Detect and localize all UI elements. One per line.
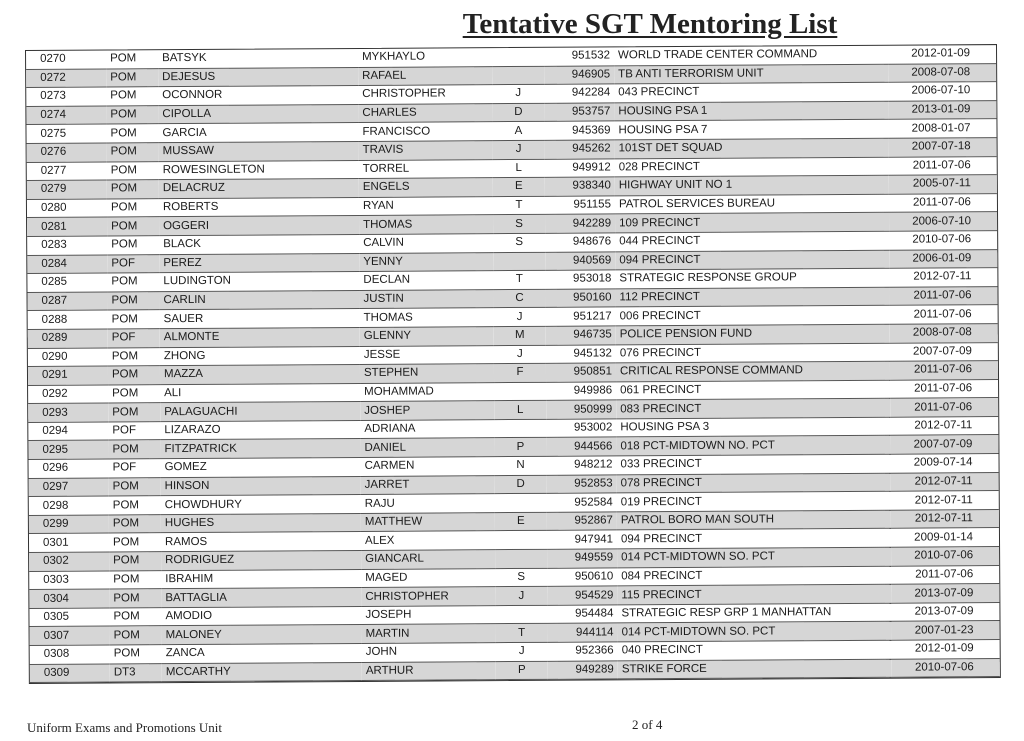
rank-cell: POM [106,124,158,143]
list-number-cell: 0299 [29,515,109,534]
date-cell: 2012-07-11 [891,472,999,491]
last-name-cell: DELACRUZ [159,179,359,199]
date-cell: 2008-01-07 [888,119,996,138]
list-number-cell: 0273 [26,87,106,106]
command-cell: POLICE PENSION FUND [616,324,890,344]
mentoring-list-sheet [25,44,1001,684]
last-name-cell: MALONEY [162,625,362,645]
date-cell: 2010-07-06 [891,547,999,566]
first-name-cell: MAGED [361,568,495,587]
first-name-cell: THOMAS [359,215,493,234]
date-cell: 2013-01-09 [888,100,996,119]
middle-initial-cell: T [493,196,545,215]
middle-initial-cell [492,48,544,66]
first-name-cell: CHRISTOPHER [358,85,492,104]
middle-initial-cell: D [492,103,544,122]
last-name-cell: ZANCA [162,643,362,663]
list-number-cell: 0292 [28,385,108,404]
tax-id-cell: 953018 [545,270,615,289]
middle-initial-cell: J [496,642,548,661]
first-name-cell: JUSTIN [359,289,493,308]
last-name-cell: RODRIGUEZ [161,550,361,570]
command-cell: HOUSING PSA 7 [614,120,888,140]
first-name-cell: JOSEPH [361,605,495,624]
command-cell: 078 PRECINCT [617,473,891,493]
last-name-cell: ZHONG [160,346,360,366]
tax-id-cell: 952853 [547,475,617,494]
rank-cell: DT3 [110,663,162,682]
middle-initial-cell [494,382,546,401]
command-cell: 061 PRECINCT [616,380,890,400]
tax-id-cell: 947941 [547,530,617,549]
rank-cell: POM [107,291,159,310]
command-cell: HOUSING PSA 3 [616,417,890,437]
list-number-cell: 0293 [28,403,108,422]
rank-cell: POM [107,273,159,292]
last-name-cell: OGGERI [159,216,359,236]
rank-cell: POF [108,422,160,441]
last-name-cell: LUDINGTON [159,272,359,292]
last-name-cell: MUSSAW [159,141,359,161]
last-name-cell: CARLIN [159,290,359,310]
first-name-cell: THOMAS [360,308,494,327]
command-cell: STRIKE FORCE [618,659,892,679]
date-cell: 2006-07-10 [888,82,996,101]
last-name-cell: RAMOS [161,532,361,552]
last-name-cell: HUGHES [161,513,361,533]
middle-initial-cell: T [496,624,548,643]
tax-id-cell: 949986 [546,382,616,401]
command-cell: 076 PRECINCT [616,343,890,363]
command-cell: 019 PRECINCT [617,491,891,511]
command-cell: STRATEGIC RESP GRP 1 MANHATTAN [617,603,891,623]
tax-id-cell: 948676 [545,233,615,252]
first-name-cell: JESSE [360,345,494,364]
command-cell: PATROL SERVICES BUREAU [615,194,889,214]
date-cell: 2006-01-09 [889,249,997,268]
rank-cell: POM [110,645,162,664]
list-number-cell: 0276 [27,143,107,162]
first-name-cell: RYAN [359,196,493,215]
command-cell: 115 PRECINCT [617,584,891,604]
last-name-cell: SAUER [160,309,360,329]
tax-id-cell: 954529 [547,586,617,605]
list-number-cell: 0296 [29,459,109,478]
first-name-cell: MATTHEW [361,512,495,531]
command-cell: 028 PRECINCT [615,157,889,177]
rank-cell: POM [109,533,161,552]
rank-cell: POM [107,143,159,162]
middle-initial-cell: E [493,177,545,196]
list-number-cell: 0301 [29,533,109,552]
tax-id-cell: 951217 [546,307,616,326]
command-cell: WORLD TRADE CENTER COMMAND [614,46,888,66]
first-name-cell: CARMEN [360,457,494,476]
list-number-cell: 0274 [26,106,106,125]
tax-id-cell: 938340 [545,177,615,196]
list-number-cell: 0295 [28,440,108,459]
rank-cell: POF [109,459,161,478]
command-cell: 101ST DET SQUAD [615,138,889,158]
date-cell: 2011-07-06 [889,156,997,175]
date-cell: 2007-07-09 [890,342,998,361]
date-cell: 2009-01-14 [891,528,999,547]
first-name-cell: GIANCARL [361,550,495,569]
middle-initial-cell: J [495,587,547,606]
command-cell: 083 PRECINCT [616,399,890,419]
date-cell: 2011-07-06 [889,193,997,212]
list-number-cell: 0304 [29,589,109,608]
rank-cell: POM [107,161,159,180]
tax-id-cell: 953757 [544,103,614,122]
last-name-cell: MCCARTHY [162,662,362,682]
command-cell: 043 PRECINCT [614,82,888,102]
tax-id-cell: 951155 [545,196,615,215]
middle-initial-cell: P [496,661,548,680]
last-name-cell: CIPOLLA [158,104,358,124]
last-name-cell: ALI [160,383,360,403]
middle-initial-cell: F [494,363,546,382]
middle-initial-cell: S [493,215,545,234]
date-cell: 2010-07-06 [892,658,1000,677]
middle-initial-cell: C [493,289,545,308]
tax-id-cell: 950999 [546,400,616,419]
first-name-cell: ARTHUR [362,661,496,680]
tax-id-cell: 944566 [546,437,616,456]
tax-id-cell: 946735 [546,326,616,345]
list-number-cell: 0309 [30,664,110,683]
command-cell: STRATEGIC RESPONSE GROUP [615,268,889,288]
first-name-cell: RAFAEL [358,66,492,85]
middle-initial-cell: P [494,438,546,457]
rank-cell: POM [107,198,159,217]
tax-id-cell: 945132 [546,344,616,363]
date-cell: 2013-07-09 [891,602,999,621]
tax-id-cell: 952366 [548,642,618,661]
list-number-cell: 0307 [30,626,110,645]
rank-cell: POM [108,310,160,329]
date-cell: 2011-07-06 [890,361,998,380]
rank-cell: POM [109,496,161,515]
footer-unit-name: Uniform Exams and Promotions Unit [27,720,222,735]
command-cell: 112 PRECINCT [615,287,889,307]
first-name-cell: CHRISTOPHER [361,587,495,606]
rank-cell: POM [106,87,158,106]
first-name-cell: CHARLES [358,103,492,122]
date-cell: 2011-07-06 [890,305,998,324]
tax-id-cell: 949559 [547,549,617,568]
rank-cell: POF [108,329,160,348]
tax-id-cell: 951532 [544,47,614,66]
list-number-cell: 0281 [27,217,107,236]
rank-cell: POM [108,384,160,403]
middle-initial-cell [492,66,544,85]
date-cell: 2005-07-11 [889,175,997,194]
list-number-cell: 0285 [27,273,107,292]
middle-initial-cell: D [495,475,547,494]
command-cell: 109 PRECINCT [615,213,889,233]
first-name-cell: TORREL [359,159,493,178]
rank-cell: POM [110,626,162,645]
command-cell: 018 PCT-MIDTOWN NO. PCT [616,436,890,456]
rank-cell: POM [108,403,160,422]
list-number-cell: 0270 [26,51,106,70]
date-cell: 2007-07-18 [889,138,997,157]
page-indicator: 2 of 4 [632,717,663,732]
command-cell: 006 PRECINCT [616,306,890,326]
last-name-cell: ROBERTS [159,197,359,217]
command-cell: 084 PRECINCT [617,566,891,586]
last-name-cell: IBRAHIM [161,569,361,589]
list-number-cell: 0303 [29,571,109,590]
list-number-cell: 0305 [29,608,109,627]
first-name-cell: MYKHAYLO [358,48,492,67]
middle-initial-cell [495,605,547,624]
list-number-cell: 0302 [29,552,109,571]
list-number-cell: 0288 [28,310,108,329]
tax-id-cell: 946905 [544,65,614,84]
date-cell: 2006-07-10 [889,212,997,231]
list-number-cell: 0289 [28,329,108,348]
date-cell: 2013-07-09 [891,584,999,603]
first-name-cell: MOHAMMAD [360,382,494,401]
tax-id-cell: 949289 [548,660,618,679]
last-name-cell: ALMONTE [160,327,360,347]
date-cell: 2012-07-11 [889,268,997,287]
middle-initial-cell: N [494,456,546,475]
last-name-cell: OCONNOR [158,86,358,106]
rank-cell: POM [108,347,160,366]
middle-initial-cell: E [495,512,547,531]
rank-cell: POM [109,589,161,608]
date-cell: 2012-01-09 [892,640,1000,659]
page-title: Tentative SGT Mentoring List [462,8,838,40]
mentoring-list-table [26,45,1000,683]
rank-cell: POM [106,50,158,68]
middle-initial-cell: T [493,270,545,289]
tax-id-cell: 945262 [545,140,615,159]
tax-id-cell: 948212 [546,456,616,475]
list-number-cell: 0284 [27,255,107,274]
rank-cell: POM [106,105,158,124]
rank-cell: POM [107,180,159,199]
command-cell: HOUSING PSA 1 [614,101,888,121]
date-cell: 2011-07-06 [890,398,998,417]
mentoring-list-body [26,45,1000,683]
date-cell: 2012-01-09 [888,45,996,64]
date-cell: 2011-07-06 [890,379,998,398]
last-name-cell: BATTAGLIA [161,588,361,608]
first-name-cell: YENNY [359,252,493,271]
first-name-cell: ADRIANA [360,420,494,439]
last-name-cell: GARCIA [158,123,358,143]
tax-id-cell: 942284 [544,84,614,103]
last-name-cell: GOMEZ [160,458,360,478]
command-cell: 094 PRECINCT [615,250,889,270]
date-cell: 2008-07-08 [890,323,998,342]
list-number-cell: 0294 [28,422,108,441]
command-cell: 040 PRECINCT [618,640,892,660]
command-cell: CRITICAL RESPONSE COMMAND [616,361,890,381]
middle-initial-cell: J [493,140,545,159]
command-cell: 094 PRECINCT [617,529,891,549]
rank-cell: POM [108,366,160,385]
middle-initial-cell: J [494,345,546,364]
middle-initial-cell: L [494,401,546,420]
last-name-cell: FITZPATRICK [160,439,360,459]
last-name-cell: BLACK [159,234,359,254]
first-name-cell: JARRET [361,475,495,494]
first-name-cell: JOSHEP [360,401,494,420]
middle-initial-cell: J [492,85,544,104]
tax-id-cell: 950851 [546,363,616,382]
command-cell: PATROL BORO MAN SOUTH [617,510,891,530]
middle-initial-cell: J [494,308,546,327]
first-name-cell: FRANCISCO [358,122,492,141]
tax-id-cell: 950610 [547,568,617,587]
rank-cell: POM [106,68,158,87]
list-number-cell: 0275 [26,124,106,143]
middle-initial-cell: M [494,326,546,345]
middle-initial-cell [495,549,547,568]
list-number-cell: 0280 [27,199,107,218]
tax-id-cell: 944114 [548,623,618,642]
rank-cell: POF [107,254,159,273]
rank-cell: POM [108,440,160,459]
first-name-cell: DECLAN [359,271,493,290]
rank-cell: POM [109,607,161,626]
middle-initial-cell: A [492,122,544,141]
tax-id-cell: 949912 [545,158,615,177]
middle-initial-cell: S [493,233,545,252]
first-name-cell: JOHN [362,643,496,662]
last-name-cell: AMODIO [161,606,361,626]
list-number-cell: 0272 [26,69,106,88]
middle-initial-cell [495,531,547,550]
last-name-cell: PALAGUACHI [160,402,360,422]
date-cell: 2007-07-09 [890,435,998,454]
date-cell: 2008-07-08 [888,63,996,82]
tax-id-cell: 940569 [545,251,615,270]
date-cell: 2012-07-11 [891,491,999,510]
last-name-cell: PEREZ [159,253,359,273]
first-name-cell: GLENNY [360,327,494,346]
list-number-cell: 0308 [30,645,110,664]
list-number-cell: 0291 [28,366,108,385]
command-cell: TB ANTI TERRORISM UNIT [614,64,888,84]
command-cell: 044 PRECINCT [615,231,889,251]
date-cell: 2010-07-06 [889,231,997,250]
first-name-cell: ENGELS [359,178,493,197]
last-name-cell: ROWESINGLETON [159,160,359,180]
first-name-cell: MARTIN [362,624,496,643]
command-cell: 014 PCT-MIDTOWN SO. PCT [618,622,892,642]
last-name-cell: BATSYK [158,49,358,68]
tax-id-cell: 945369 [544,121,614,140]
tax-id-cell: 953002 [546,419,616,438]
date-cell: 2011-07-06 [891,565,999,584]
date-cell: 2009-07-14 [890,454,998,473]
date-cell: 2007-01-23 [892,621,1000,640]
middle-initial-cell [493,252,545,271]
list-number-cell: 0290 [28,347,108,366]
last-name-cell: CHOWDHURY [161,495,361,515]
list-number-cell: 0287 [27,292,107,311]
middle-initial-cell [495,494,547,513]
date-cell: 2012-07-11 [891,509,999,528]
middle-initial-cell: S [495,568,547,587]
first-name-cell: CALVIN [359,234,493,253]
list-number-cell: 0277 [27,162,107,181]
tax-id-cell: 952867 [547,512,617,531]
first-name-cell: RAJU [361,494,495,513]
first-name-cell: TRAVIS [359,141,493,160]
middle-initial-cell: L [493,159,545,178]
command-cell: 014 PCT-MIDTOWN SO. PCT [617,547,891,567]
command-cell: 033 PRECINCT [616,454,890,474]
first-name-cell: ALEX [361,531,495,550]
last-name-cell: LIZARAZO [160,420,360,440]
tax-id-cell: 952584 [547,493,617,512]
middle-initial-cell [494,419,546,438]
last-name-cell: MAZZA [160,365,360,385]
rank-cell: POM [109,515,161,534]
first-name-cell: STEPHEN [360,364,494,383]
rank-cell: POM [109,570,161,589]
list-number-cell: 0297 [29,478,109,497]
list-number-cell: 0298 [29,496,109,515]
rank-cell: POM [109,477,161,496]
last-name-cell: HINSON [161,476,361,496]
rank-cell: POM [107,236,159,255]
rank-cell: POM [107,217,159,236]
last-name-cell: DEJESUS [158,67,358,87]
command-cell: HIGHWAY UNIT NO 1 [615,175,889,195]
tax-id-cell: 950160 [545,289,615,308]
list-number-cell: 0283 [27,236,107,255]
tax-id-cell: 942289 [545,214,615,233]
first-name-cell: DANIEL [360,438,494,457]
tax-id-cell: 954484 [547,605,617,624]
rank-cell: POM [109,552,161,571]
date-cell: 2011-07-06 [889,286,997,305]
date-cell: 2012-07-11 [890,416,998,435]
list-number-cell: 0279 [27,180,107,199]
